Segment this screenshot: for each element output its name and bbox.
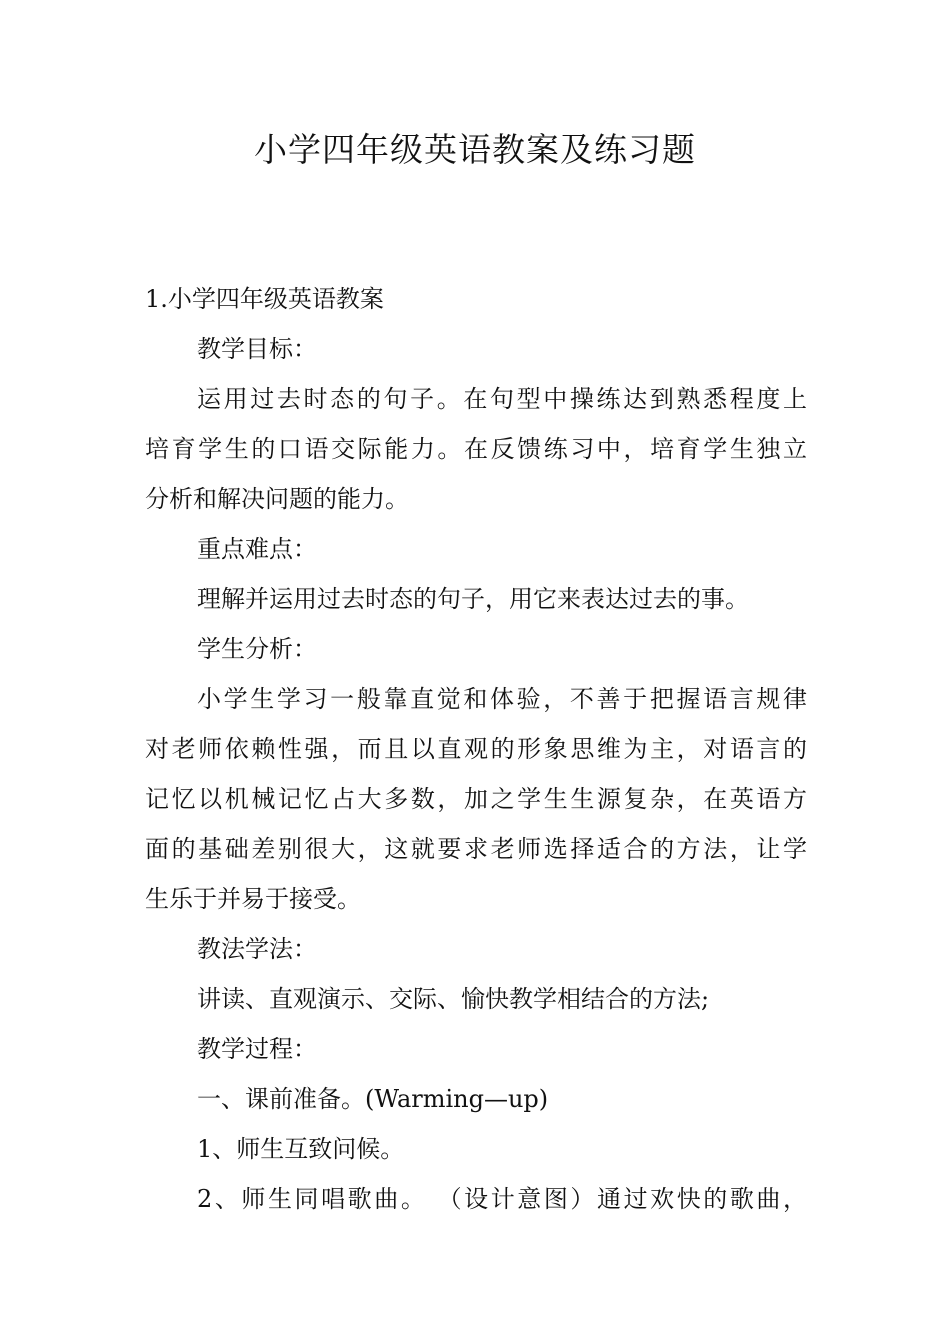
- body-line: 面的基础差别很大，这就要求老师选择适合的方法，让学: [145, 835, 807, 863]
- body-line: 小学生学习一般靠直觉和体验，不善于把握语言规律: [197, 685, 807, 713]
- body-line: 教学过程：: [197, 1035, 317, 1063]
- body-line: 教学目标：: [197, 335, 317, 363]
- body-line: 1、师生互致问候。: [197, 1135, 405, 1163]
- body-line: 生乐于并易于接受。: [145, 885, 361, 913]
- body-line: 理解并运用过去时态的句子，用它来表达过去的事。: [197, 585, 749, 613]
- body-line: 1.小学四年级英语教案: [145, 285, 384, 313]
- body-line: 一、课前准备。(Warming—up): [197, 1085, 549, 1113]
- body-line: 对老师依赖性强，而且以直观的形象思维为主，对语言的: [145, 735, 807, 763]
- document-title: 小学四年级英语教案及练习题: [254, 130, 696, 169]
- body-line: 分析和解决问题的能力。: [145, 485, 409, 513]
- body-line: 2、师生同唱歌曲。 （设计意图）通过欢快的歌曲，: [197, 1185, 807, 1213]
- body-line: 学生分析：: [197, 635, 317, 663]
- body-line: 培育学生的口语交际能力。在反馈练习中，培育学生独立: [145, 435, 807, 463]
- document-body: [145, 274, 807, 1224]
- body-line: 讲读、直观演示、交际、愉快教学相结合的方法;: [197, 985, 710, 1013]
- body-line: 教法学法：: [197, 935, 317, 963]
- body-line: 重点难点：: [197, 535, 317, 563]
- body-line: 运用过去时态的句子。在句型中操练达到熟悉程度上: [197, 385, 807, 413]
- body-line: 记忆以机械记忆占大多数，加之学生生源复杂，在英语方: [145, 785, 807, 813]
